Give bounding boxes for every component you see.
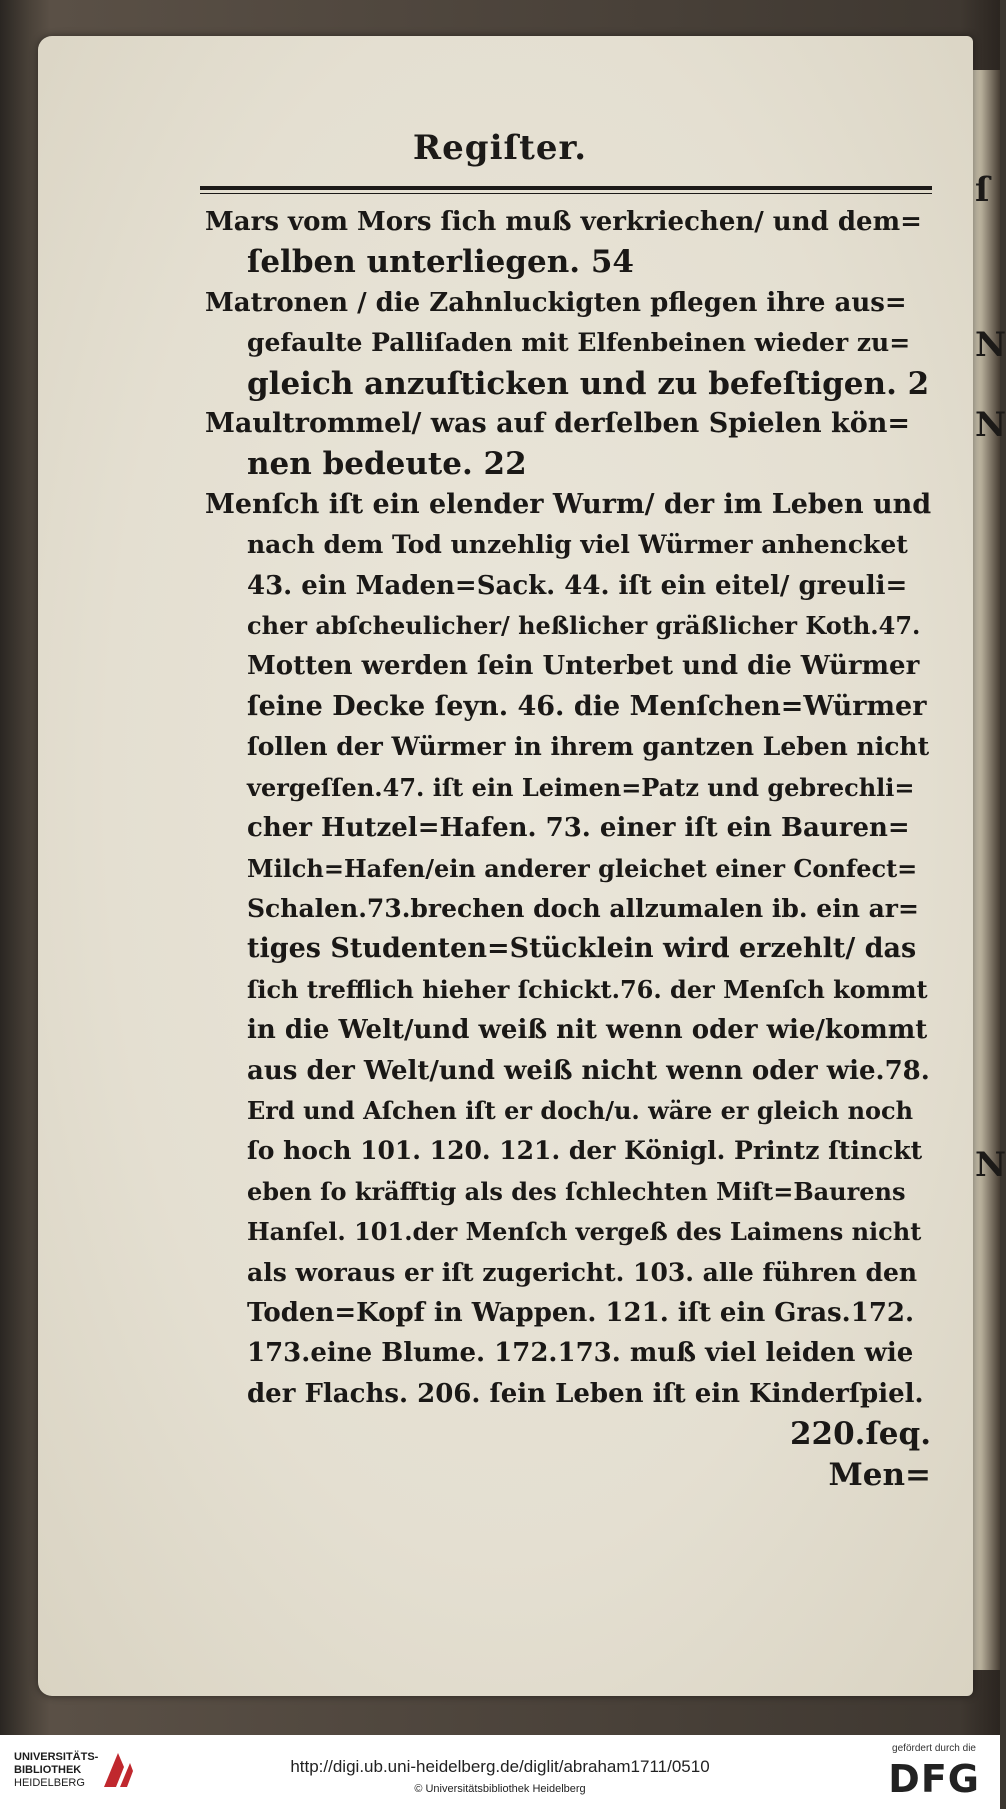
- library-line: HEIDELBERG: [14, 1777, 85, 1789]
- text-line: als woraus er iſt zugericht. 103. alle führen den: [247, 1257, 918, 1287]
- facing-page-letter: N: [975, 1145, 1006, 1185]
- source-url-link[interactable]: http://digi.ub.uni-heidelberg.de/diglit/abraham1711/0510: [290, 1757, 710, 1776]
- text-line: tiges Studenten=Stücklein wird erzehlt/ das: [247, 933, 917, 965]
- header-rule: [200, 186, 932, 190]
- dfg-logo: DFG: [888, 1757, 980, 1801]
- header-rule-thin: [200, 193, 932, 194]
- text-line: Milch=Hafen/ein anderer gleichet einer Confect=: [247, 853, 918, 883]
- footer-bar: [0, 1735, 1000, 1809]
- text-line: Motten werden ſein Unterbet und die Würmer: [247, 651, 920, 682]
- text-line: gleich anzuſticken und zu befeſtigen. 2: [247, 365, 930, 402]
- text-line: Schalen.73.brechen doch allzumalen ib. ein ar=: [247, 893, 919, 923]
- text-line: 43. ein Maden=Sack. 44. iſt ein eitel/ greuli=: [247, 570, 908, 601]
- text-line: der Flachs. 206. ſein Leben iſt ein Kinderſpiel.: [247, 1378, 924, 1409]
- text-line: 173.eine Blume. 172.173. muß viel leiden wie: [247, 1338, 914, 1369]
- facing-page-letter: ſ: [975, 170, 990, 210]
- text-line: nen bedeute. 22: [247, 446, 527, 483]
- entry-headword-line: Matronen / die Zahnluckigten pflegen ihre aus=: [205, 287, 907, 318]
- text-line: in die Welt/und weiß nit wenn oder wie/kommt: [247, 1015, 928, 1046]
- text-line-end: 220.ſeq.: [789, 1416, 931, 1453]
- copyright-notice: © Universitätsbibliothek Heidelberg: [414, 1783, 586, 1795]
- dfg-caption: gefördert durch die: [892, 1743, 976, 1754]
- library-line: UNIVERSITÄTS-: [14, 1751, 99, 1763]
- entry-headword-line: Mars vom Mors ſich muß verkriechen/ und dem=: [205, 207, 922, 237]
- text-line: ſo hoch 101. 120. 121. der Königl. Printz ſtinckt: [247, 1136, 923, 1166]
- facing-page-letter: N: [975, 405, 1006, 445]
- text-line: vergeſſen.47. iſt ein Leimen=Patz und gebrechli=: [247, 772, 915, 802]
- catchword: Men=: [828, 1456, 931, 1493]
- library-line: BIBLIOTHEK: [14, 1764, 82, 1776]
- text-line: nach dem Tod unzehlig viel Würmer anhencket: [247, 530, 908, 560]
- entry-headword-line: Maultrommel/ was auf derſelben Spielen kön=: [205, 408, 910, 440]
- text-line: eben ſo kräfftig als des ſchlechten Miſt=Baurens: [247, 1176, 906, 1206]
- entry-headword-line: Menſch iſt ein elender Wurm/ der im Leben und: [205, 488, 932, 520]
- text-line: cher Hutzel=Hafen. 73. einer iſt ein Bauren=: [247, 813, 910, 844]
- text-line: Erd und Aſchen iſt er doch/u. wäre er gleich noch: [247, 1095, 914, 1125]
- text-line: Hanſel. 101.der Menſch vergeß des Laimens nicht: [247, 1217, 922, 1247]
- text-line: ſelben unterliegen. 54: [247, 244, 634, 281]
- text-line: ſollen der Würmer in ihrem gantzen Leben nicht: [247, 732, 930, 762]
- text-line: ſich trefflich hieher ſchickt.76. der Menſch kommt: [247, 974, 928, 1004]
- running-header: Regiſter.: [412, 128, 588, 168]
- register-text: [205, 202, 931, 1495]
- text-line: gefaulte Palliſaden mit Elfenbeinen wieder zu=: [247, 328, 911, 358]
- text-line: cher abſcheulicher/ heßlicher gräßlicher Koth.47.: [247, 611, 921, 641]
- text-line: aus der Welt/und weiß nicht wenn oder wie.78.: [247, 1055, 930, 1086]
- facing-page-letter: N: [975, 325, 1006, 365]
- text-line: ſeine Decke ſeyn. 46. die Menſchen=Würmer: [247, 690, 927, 722]
- text-line: Toden=Kopf in Wappen. 121. iſt ein Gras.172.: [247, 1297, 915, 1328]
